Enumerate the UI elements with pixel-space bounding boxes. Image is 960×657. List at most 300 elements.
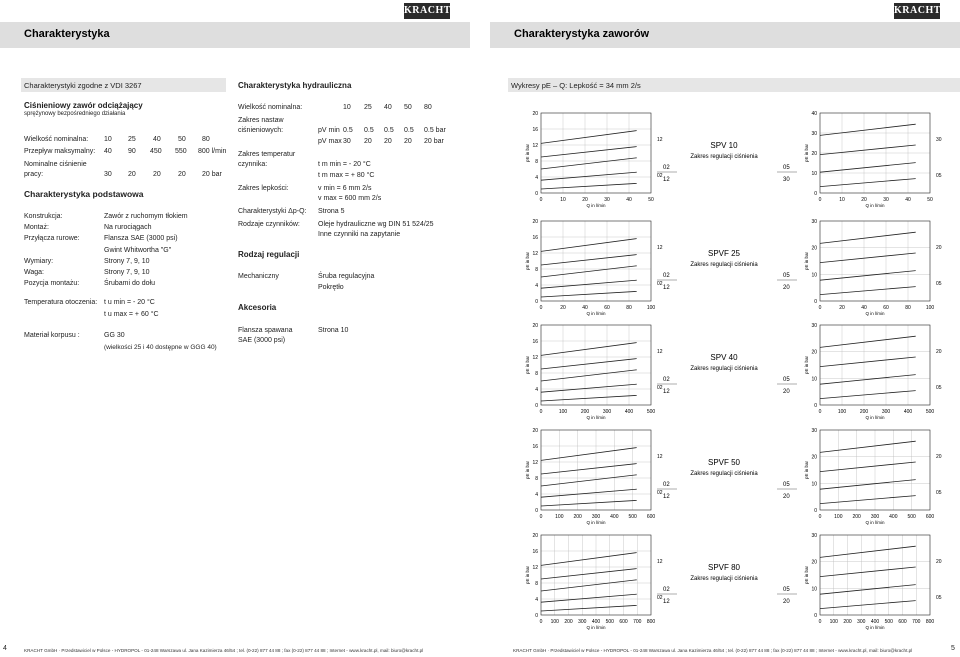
valve-type-label: SPVF 50	[707, 458, 741, 467]
mech-value: Śruba regulacyjna	[318, 273, 375, 280]
chart-curve	[541, 266, 637, 277]
setting-range-label-2: ciśnieniowych:	[238, 127, 284, 134]
x-tick-label: 0	[539, 619, 543, 625]
chart-curve	[820, 546, 916, 557]
x-tick-label: 700	[633, 619, 642, 625]
range-max-left: 12	[663, 494, 670, 500]
y-tick-label: 8	[535, 267, 538, 273]
y-tick-label: 0	[535, 191, 538, 197]
chart-left-axes	[525, 533, 663, 630]
y-axis-label: pE in bar	[804, 460, 809, 480]
chart-curve	[820, 124, 916, 135]
y-tick-label: 16	[532, 549, 538, 555]
x-tick-label: 30	[604, 197, 610, 203]
x-tick-label: 0	[818, 197, 822, 203]
nominal-pressure-value: 30	[104, 171, 112, 178]
pv-max-value: 20	[384, 138, 392, 145]
left-title-band	[0, 22, 470, 48]
x-axis-label: Q in l/min	[865, 625, 885, 630]
setting-range-label: Zakres nastaw	[238, 117, 284, 124]
material-note: (wielkości 25 i 40 dostępne w GGG 40)	[104, 344, 217, 351]
chart-curve	[820, 462, 916, 472]
chart-curve	[541, 172, 637, 180]
curve-range-label: 12	[657, 559, 663, 565]
accessories-heading: Akcesoria	[238, 303, 277, 312]
chart-curve	[820, 232, 916, 243]
x-tick-label: 500	[925, 409, 935, 415]
y-tick-label: 12	[532, 565, 538, 571]
basic-row-label: Konstrukcja:	[24, 213, 63, 220]
x-tick-label: 0	[539, 197, 543, 203]
basic-row-label: Montaż:	[24, 224, 49, 232]
viscosity-max: v max = 600 mm 2/s	[318, 195, 382, 202]
curve-range-label: 20	[936, 454, 942, 460]
regulation-heading: Rodzaj regulacji	[238, 250, 300, 259]
x-axis-label: Q in l/min	[865, 311, 885, 316]
curve-range-label: 12	[657, 245, 663, 251]
range-min-right: 05	[783, 587, 790, 593]
chart-2	[505, 216, 960, 321]
y-tick-label: 0	[535, 508, 538, 514]
nominal-size-value: 40	[153, 136, 161, 143]
chart-curve	[541, 569, 637, 579]
x-tick-label: 80	[626, 305, 632, 311]
chart-curve	[541, 500, 637, 506]
y-tick-label: 4	[535, 175, 538, 181]
plot-frame	[541, 113, 651, 193]
chart-curve	[541, 553, 637, 566]
y-tick-label: 12	[532, 143, 538, 149]
y-tick-label: 12	[532, 355, 538, 361]
pv-min-value: 0.5	[384, 127, 394, 134]
x-tick-label: 100	[829, 619, 838, 625]
y-tick-label: 4	[535, 597, 538, 603]
y-axis-label: pE in bar	[804, 565, 809, 585]
page-number-right: 5	[951, 645, 955, 652]
range-max-right: 20	[783, 599, 790, 605]
x-tick-label: 10	[839, 197, 845, 203]
ambient-min: t u min = - 20 °C	[104, 299, 155, 306]
range-max-right: 20	[783, 285, 790, 291]
basic-row-value: Strony 7, 9, 10	[104, 257, 150, 265]
chart-3-center	[657, 353, 797, 395]
curve-range-label: 05	[936, 490, 942, 496]
hyd-nominal-value: 50	[404, 104, 412, 111]
x-tick-label: 800	[646, 619, 656, 625]
x-tick-label: 200	[573, 514, 582, 520]
y-tick-label: 20	[532, 111, 538, 117]
chart-curve	[820, 375, 916, 385]
range-min-left: 02	[663, 482, 670, 488]
y-tick-label: 0	[814, 403, 817, 409]
nominal-pressure-value: 20 bar	[202, 171, 222, 178]
chart-curve	[541, 489, 637, 497]
x-tick-label: 40	[861, 305, 867, 311]
footer-right: KRACHT GmbH · Przedstawiciel w Polsce - HYDROPOL - 01-248 Warszawa ul. Jana Kazimierza 46/54 ; tel. (0-22) 877 44 88 ; fax (0-22) 877 44 88 ; Internet - www.kracht.pl, mail: biuro@kracht.pl	[513, 648, 913, 653]
curve-range-label: 12	[657, 137, 663, 143]
chart-curve	[541, 475, 637, 486]
footer-left: KRACHT GmbH · Przedstawiciel w Polsce - HYDROPOL - 01-248 Warszawa ul. Jana Kazimierza 46/54 ; tel. (0-22) 877 44 88 ; fax (0-22) 877 44 88 ; Internet - www.kracht.pl, mail: biuro@kracht.pl	[24, 648, 424, 653]
x-tick-label: 300	[870, 514, 880, 520]
max-flow-value: 90	[128, 148, 136, 155]
x-tick-label: 200	[843, 619, 852, 625]
chart-left-axes	[525, 219, 663, 316]
range-min-left: 02	[663, 165, 670, 171]
chart-curve	[541, 158, 637, 169]
page-title: Charakterystyka	[24, 28, 110, 40]
x-tick-label: 500	[646, 409, 656, 415]
y-tick-label: 16	[532, 235, 538, 241]
chart-5	[505, 530, 960, 635]
valve-subtitle: sprężynowy bezpośredniego działania	[24, 111, 126, 117]
x-tick-label: 10	[560, 197, 566, 203]
x-tick-label: 50	[648, 197, 654, 203]
x-tick-label: 40	[626, 197, 632, 203]
x-tick-label: 400	[903, 409, 913, 415]
pv-max-value: 30	[343, 138, 351, 145]
chart-5-center	[657, 563, 797, 605]
y-tick-label: 30	[811, 219, 817, 225]
x-tick-label: 20	[582, 197, 588, 203]
x-tick-label: 300	[881, 409, 891, 415]
material-label: Materiał korpusu :	[24, 332, 80, 339]
x-tick-label: 0	[539, 514, 543, 520]
x-axis-label: Q in l/min	[865, 203, 885, 208]
y-tick-label: 20	[532, 219, 538, 225]
chart-right-axes	[804, 323, 942, 420]
x-tick-label: 40	[905, 197, 911, 203]
x-tick-label: 300	[591, 514, 601, 520]
y-tick-label: 10	[811, 376, 817, 383]
pv-max-value: 20	[364, 138, 372, 145]
chart-curve	[541, 605, 637, 611]
y-axis-label: pE in bar	[525, 460, 530, 480]
valve-type-label: SPVF 25	[707, 249, 741, 258]
range-max-right: 30	[783, 177, 790, 183]
plot-frame	[541, 221, 651, 301]
x-tick-label: 400	[610, 514, 619, 520]
y-tick-label: 20	[532, 428, 538, 434]
y-tick-label: 30	[811, 428, 817, 434]
x-tick-label: 30	[883, 197, 889, 203]
chart-curve	[820, 287, 916, 295]
max-flow-value: 40	[104, 148, 112, 155]
pv-min-value: 0.5 bar	[424, 127, 446, 134]
y-axis-label: pE in bar	[525, 251, 530, 271]
y-tick-label: 4	[535, 492, 538, 498]
y-axis-label: pE in bar	[525, 355, 530, 375]
dp-q-value: Strona 5	[318, 208, 345, 215]
basic-row-label: Wymiary:	[24, 257, 54, 265]
basic-row-value: Gwint Whitworthа "G"	[104, 246, 172, 254]
y-tick-label: 0	[814, 191, 817, 197]
chart-curve	[820, 391, 916, 399]
basic-row-value: Śrubami do dołu	[104, 280, 155, 288]
range-min-right: 05	[783, 273, 790, 279]
y-tick-label: 0	[814, 299, 817, 305]
curves-header: Wykresy pE – Q: Lepkość = 34 mm 2/s	[511, 81, 641, 90]
hyd-nominal-label: Wielkość nominalna:	[238, 104, 303, 111]
chart-curve	[541, 580, 637, 591]
viscosity-min: v min = 6 mm 2/s	[318, 185, 372, 192]
chart-2-center	[657, 249, 797, 291]
y-tick-label: 20	[811, 151, 817, 157]
x-tick-label: 600	[619, 619, 628, 625]
nominal-size-value: 50	[178, 136, 186, 143]
chart-curve	[541, 239, 637, 252]
fluid-label: Rodzaje czynników:	[238, 221, 300, 228]
chart-left-axes	[525, 323, 663, 420]
x-tick-label: 800	[925, 619, 935, 625]
x-tick-label: 400	[591, 619, 601, 625]
x-tick-label: 700	[912, 619, 921, 625]
pv-max-value: 20 bar	[424, 138, 444, 145]
x-axis-label: Q in l/min	[586, 311, 606, 316]
y-axis-label: pE in bar	[525, 143, 530, 163]
y-tick-label: 10	[811, 481, 817, 488]
medium-temp-label: Zakres temperatur	[238, 151, 296, 158]
x-tick-label: 600	[925, 514, 935, 520]
y-tick-label: 40	[811, 111, 817, 117]
x-tick-label: 100	[834, 514, 843, 520]
curve-range-label: 12	[657, 454, 663, 460]
x-tick-label: 40	[582, 305, 588, 311]
chart-curve	[820, 357, 916, 367]
x-tick-label: 100	[837, 409, 847, 415]
curve-range-label: 02	[657, 173, 663, 179]
chart-curve	[820, 163, 916, 173]
range-min-right: 05	[783, 482, 790, 488]
y-axis-label: pE in bar	[525, 565, 530, 585]
nominal-size-value: 25	[128, 136, 136, 143]
x-tick-label: 600	[898, 619, 907, 625]
chart-curve	[820, 441, 916, 452]
x-tick-label: 100	[925, 305, 935, 311]
mech-value-2: Pokrętło	[318, 284, 344, 291]
range-min-right: 05	[783, 165, 790, 171]
y-tick-label: 10	[811, 586, 817, 593]
x-tick-label: 200	[580, 409, 590, 415]
y-tick-label: 0	[814, 613, 817, 619]
y-tick-label: 20	[811, 559, 817, 566]
nominal-size-value: 10	[104, 136, 112, 143]
x-tick-label: 200	[564, 619, 573, 625]
x-tick-label: 600	[646, 514, 656, 520]
chart-curve	[541, 464, 637, 474]
curve-range-label: 05	[936, 385, 942, 391]
brand-logo: KRACHT	[404, 3, 450, 19]
y-tick-label: 16	[532, 127, 538, 133]
nominal-size-label: Wielkość nominalna:	[24, 136, 89, 143]
x-tick-label: 500	[605, 619, 614, 625]
curve-range-label: 20	[936, 559, 942, 565]
chart-curve	[541, 255, 637, 265]
range-min-left: 02	[663, 377, 670, 383]
chart-curve	[541, 280, 637, 288]
valve-type-label: SPV 40	[710, 353, 738, 362]
y-tick-label: 10	[811, 171, 817, 177]
basic-heading: Charakterystyka podstawowa	[24, 189, 144, 199]
medium-temp-label-2: czynnika:	[238, 161, 268, 168]
chart-curve	[541, 395, 637, 401]
max-flow-label: Przepływ maksymalny:	[24, 148, 96, 155]
x-tick-label: 300	[602, 409, 612, 415]
x-tick-label: 60	[604, 305, 610, 311]
ambient-max: t u max = + 60 °C	[104, 311, 159, 318]
curve-range-label: 05	[936, 281, 942, 287]
y-tick-label: 20	[811, 454, 817, 461]
max-flow-value: 800 l/min	[198, 148, 227, 155]
chart-curve	[820, 585, 916, 595]
x-axis-label: Q in l/min	[865, 520, 885, 525]
x-tick-label: 20	[839, 305, 845, 311]
range-min-right: 05	[783, 377, 790, 383]
hyd-nominal-value: 80	[424, 104, 432, 111]
basic-row-value: Na rurociągach	[104, 224, 152, 232]
y-tick-label: 20	[811, 349, 817, 356]
curve-range-label: 20	[936, 245, 942, 251]
x-tick-label: 400	[870, 619, 880, 625]
acc-label-2: SAE (3000 psi)	[238, 337, 286, 344]
y-tick-label: 8	[535, 476, 538, 482]
y-tick-label: 30	[811, 323, 817, 329]
y-tick-label: 4	[535, 387, 538, 393]
chart-curve	[541, 291, 637, 297]
valve-type-label: SPV 10	[710, 141, 738, 150]
basic-row-value: Strony 7, 9, 10	[104, 269, 150, 276]
y-tick-label: 12	[532, 460, 538, 466]
x-tick-label: 0	[539, 305, 543, 311]
medium-temp-min: t m min = - 20 °C	[318, 161, 371, 168]
chart-curve	[541, 131, 637, 144]
hyd-nominal-value: 25	[364, 104, 372, 111]
chart-curve	[541, 359, 637, 369]
nominal-size-value: 80	[202, 136, 210, 143]
x-tick-label: 500	[907, 514, 916, 520]
chart-curve	[820, 480, 916, 490]
max-flow-value: 450	[150, 148, 162, 155]
chart-right-axes	[804, 533, 942, 630]
y-axis-label: pE in bar	[804, 143, 809, 163]
y-tick-label: 4	[535, 283, 538, 289]
chart-4-center	[657, 458, 797, 500]
nominal-pressure-label-2: pracy:	[24, 171, 44, 178]
fluid-value: Oleje hydrauliczne wg DIN 51 524/25	[318, 221, 434, 228]
range-caption: Zakres regulacji ciśnienia	[690, 366, 758, 372]
hyd-nominal-value: 40	[384, 104, 392, 111]
range-caption: Zakres regulacji ciśnienia	[690, 576, 758, 582]
chart-curve	[820, 179, 916, 187]
nominal-pressure-label: Nominalne ciśnienie	[24, 161, 87, 168]
x-tick-label: 500	[628, 514, 637, 520]
y-tick-label: 0	[535, 613, 538, 619]
brand-logo-right: KRACHT	[894, 3, 940, 19]
basic-row-label: Waga:	[24, 269, 44, 276]
range-max-right: 20	[783, 389, 790, 395]
section-header: Charakterystyki zgodne z VDI 3267	[24, 81, 142, 90]
y-tick-label: 0	[814, 508, 817, 514]
x-tick-label: 0	[818, 409, 822, 415]
x-tick-label: 0	[539, 409, 543, 415]
range-max-left: 12	[663, 599, 670, 605]
chart-curve	[541, 183, 637, 189]
curve-range-label: 05	[936, 173, 942, 179]
curve-range-label: 30	[936, 137, 942, 143]
curve-range-label: 12	[657, 349, 663, 355]
basic-row-value: Zawór z ruchomym tłokiem	[104, 213, 188, 220]
range-min-left: 02	[663, 587, 670, 593]
pv-min-value: 0.5	[364, 127, 374, 134]
range-caption: Zakres regulacji ciśnienia	[690, 154, 758, 160]
ambient-label: Temperatura otoczenia:	[24, 299, 98, 306]
x-tick-label: 80	[905, 305, 911, 311]
acc-value: Strona 10	[318, 327, 349, 334]
x-tick-label: 100	[555, 514, 564, 520]
range-max-left: 12	[663, 389, 670, 395]
pv-min-value: 0.5	[343, 127, 353, 134]
x-axis-label: Q in l/min	[586, 203, 606, 208]
curve-range-label: 05	[936, 595, 942, 601]
x-axis-label: Q in l/min	[865, 415, 885, 420]
chart-right-axes	[804, 111, 942, 208]
curve-range-label: 02	[657, 490, 663, 496]
range-max-left: 12	[663, 285, 670, 291]
y-tick-label: 30	[811, 533, 817, 539]
chart-curve	[541, 594, 637, 602]
chart-left-axes	[525, 111, 663, 208]
x-tick-label: 300	[578, 619, 587, 625]
y-tick-label: 30	[811, 131, 817, 137]
fluid-value-2: Inne czynniki na zapytanie	[318, 231, 401, 238]
dp-q-label: Charakterystyki Δp-Q:	[238, 208, 307, 215]
chart-curve	[820, 253, 916, 263]
range-min-left: 02	[663, 273, 670, 279]
y-tick-label: 20	[532, 533, 538, 539]
y-tick-label: 20	[811, 245, 817, 252]
x-tick-label: 100	[558, 409, 568, 415]
x-tick-label: 0	[818, 514, 822, 520]
chart-1	[505, 108, 960, 213]
valve-type-label: SPVF 80	[707, 563, 741, 572]
max-flow-value: 550	[175, 148, 187, 155]
y-tick-label: 8	[535, 371, 538, 377]
y-tick-label: 0	[535, 403, 538, 409]
basic-row-label: Pozycja montażu:	[24, 280, 80, 288]
chart-curve	[541, 147, 637, 157]
y-tick-label: 16	[532, 444, 538, 450]
chart-curve	[820, 271, 916, 281]
page-title-right: Charakterystyka zaworów	[514, 28, 650, 40]
chart-curve	[541, 370, 637, 381]
x-tick-label: 0	[818, 305, 822, 311]
hydraulic-heading: Charakterystyka hydrauliczna	[238, 81, 352, 90]
y-tick-label: 0	[535, 299, 538, 305]
chart-right-axes	[804, 428, 942, 525]
y-tick-label: 12	[532, 251, 538, 257]
y-tick-label: 16	[532, 339, 538, 345]
y-tick-label: 8	[535, 159, 538, 165]
nominal-pressure-value: 20	[128, 171, 136, 178]
pv-min-label: pV min	[318, 127, 340, 134]
y-tick-label: 10	[811, 272, 817, 279]
y-axis-label: pE in bar	[804, 355, 809, 375]
x-tick-label: 300	[857, 619, 866, 625]
chart-curve	[820, 601, 916, 609]
x-axis-label: Q in l/min	[586, 415, 606, 420]
pv-min-value: 0.5	[404, 127, 414, 134]
chart-curve	[820, 496, 916, 504]
mech-label: Mechaniczny	[238, 273, 279, 280]
